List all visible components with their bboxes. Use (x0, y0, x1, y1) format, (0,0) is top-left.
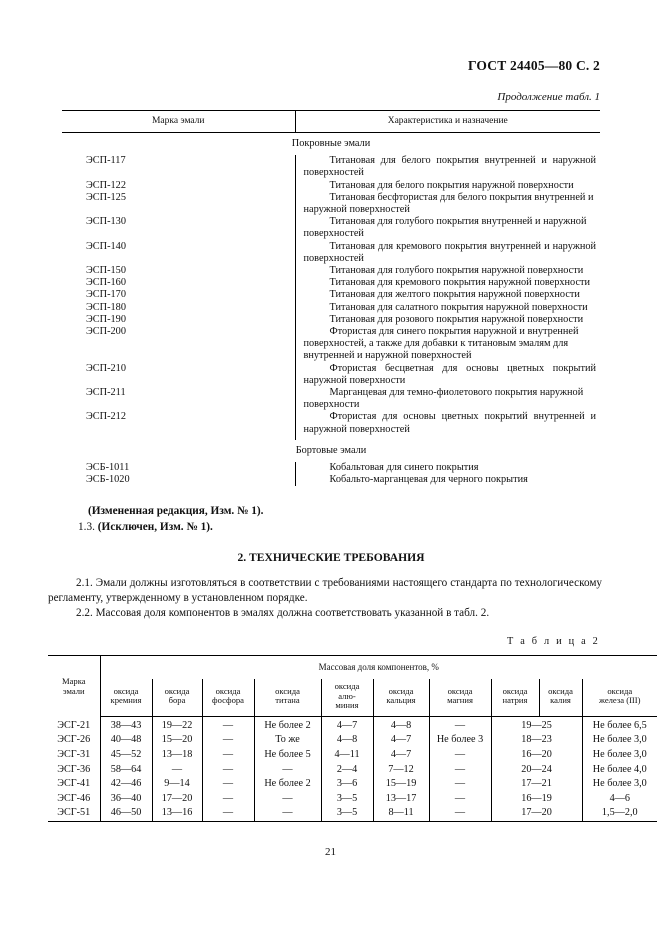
table2-cell-aluminium-oxide: 4—7 (321, 716, 373, 733)
table1-cell-mark: ЭСБ-1020 (86, 474, 130, 486)
table2-cell-mark: ЭСГ-36 (48, 763, 100, 778)
table2-subheader-line2: фосфора (212, 695, 244, 706)
table2-cell-calcium-oxide: 4—8 (373, 716, 429, 733)
table2-cell-phosphorus-oxide: — (202, 716, 254, 733)
table-2-label: Т а б л и ц а 2 (507, 636, 600, 647)
table1-cell-description: Марганцевая для темно-фиолетового покрытия наружной поверхности (295, 387, 600, 411)
table1-cell-mark: ЭСП-125 (86, 191, 126, 203)
paragraph-2-2: 2.2. Массовая доля компонентов в эмалях должна соответствовать указанной в табл. 2. (76, 607, 490, 619)
table1-cell-description: Фтористая для основы цветных покрытий внутренней и наружной поверхностей (295, 411, 600, 435)
table2-header-mark-line2: эмали (62, 686, 85, 697)
table2-cell-calcium-oxide: 8—11 (373, 806, 429, 821)
table2-cell-titanium-oxide: — (254, 763, 321, 778)
table2-subheader-line2: титана (275, 695, 300, 706)
table2-cell-silicon-oxide: 45—52 (100, 748, 152, 763)
table2-subheader-6 (429, 679, 491, 716)
table2-cell-silicon-oxide: 38—43 (100, 716, 152, 733)
table2-cell-phosphorus-oxide: — (202, 748, 254, 763)
table1-cell-description: Титановая для белого покрытия наружной поверхности (295, 180, 600, 192)
table2-subheader-3 (254, 679, 321, 716)
table-row (62, 265, 600, 277)
table1-cell-description: Титановая для белого покрытия внутренней и наружной поверхностей (295, 155, 600, 179)
table2-cell-iron-oxide: Не более 3,0 (582, 748, 657, 763)
table2-subheader-line2: бора (168, 695, 186, 706)
table2-cell-mark: ЭСГ-46 (48, 792, 100, 807)
table2-cell-boron-oxide: 19—22 (152, 716, 202, 733)
table2-cell-boron-oxide: — (152, 763, 202, 778)
table1-cell-mark: ЭСП-117 (86, 155, 126, 167)
table2-subheader-8 (539, 679, 582, 716)
table2-cell-aluminium-oxide: 3—5 (321, 806, 373, 821)
table-row (62, 241, 600, 265)
table1-cell-description: Фтористая для синего покрытия наружной и внутренней поверхностей, а также для добавки к титановым эмалям для внутренней и наружной поверхностей (295, 326, 600, 363)
table2-cell-magnesium-oxide: — (429, 763, 491, 778)
table-row (62, 474, 600, 486)
table2-subheader-line2: натрия (502, 695, 528, 706)
table2-subheader-7 (491, 679, 539, 716)
table2-cell-titanium-oxide: — (254, 792, 321, 807)
table2-subheader-0 (100, 679, 152, 716)
table1-cell-description: Фтористая бесцветная для основы цветных покрытий наружной поверхности (295, 363, 600, 387)
table2-subheader-line2: алю- (338, 690, 356, 701)
table2-subheader-line1: оксида (215, 685, 241, 696)
table2-cell-calcium-oxide: 4—7 (373, 733, 429, 748)
table2-subheader-line1: оксида (502, 685, 528, 696)
table2-subheader-line1: оксида (388, 685, 414, 696)
table2-subheader-line1: оксида (447, 685, 473, 696)
table-row (48, 733, 657, 748)
table-row (48, 716, 657, 733)
note-excluded-number: 1.3. (78, 521, 95, 533)
table2-cell-silicon-oxide: 46—50 (100, 806, 152, 821)
table2-cell-boron-oxide: 15—20 (152, 733, 202, 748)
document-header-standard-ref: ГОСТ 24405—80 С. 2 (467, 58, 600, 73)
table-row (48, 792, 657, 807)
table-2-component-mass-fraction (48, 655, 647, 822)
table1-cell-mark: ЭСП-210 (86, 362, 126, 374)
table2-cell-sodium-potassium-oxide: 16—20 (491, 748, 582, 763)
table2-subheader-1 (152, 679, 202, 716)
table2-subheader-line2: кремния (110, 695, 142, 706)
table-row (62, 180, 600, 192)
table-row (62, 302, 600, 314)
table2-cell-titanium-oxide: Не более 2 (254, 716, 321, 733)
table1-group-title-row (62, 133, 600, 156)
table1-header-mark: Марка эмали (62, 111, 295, 133)
table1-cell-description: Титановая бесфтористая для белого покрытия внутренней и наружной поверхностей (295, 192, 600, 216)
table2-subheader-9 (582, 679, 657, 716)
table-row (62, 289, 600, 301)
table2-cell-aluminium-oxide: 4—11 (321, 748, 373, 763)
table2-subheader-line1: оксида (334, 681, 360, 691)
table2-cell-iron-oxide: Не более 6,5 (582, 716, 657, 733)
table1-cell-description: Кобальто-марганцевая для черного покрытия (295, 474, 600, 486)
paragraph-2-1: 2.1. Эмали должны изготовляться в соответствии с требованиями настоящего стандарта по технологическому регламенту, утвержденному в установленном порядке. (48, 577, 602, 604)
table1-group-title-row (62, 440, 600, 462)
table-row (62, 314, 600, 326)
table1-cell-mark: ЭСП-150 (86, 265, 126, 277)
table1-group-title: Бортовые эмали (295, 444, 367, 456)
table2-subheader-line1: оксида (113, 685, 139, 696)
table2-cell-sodium-potassium-oxide: 19—25 (491, 716, 582, 733)
table2-cell-magnesium-oxide: — (429, 748, 491, 763)
table2-cell-boron-oxide: 13—18 (152, 748, 202, 763)
table-row (48, 777, 657, 792)
table2-cell-boron-oxide: 13—16 (152, 806, 202, 821)
table2-cell-magnesium-oxide: — (429, 792, 491, 807)
table2-cell-sodium-potassium-oxide: 18—23 (491, 733, 582, 748)
table2-cell-iron-oxide: Не более 4,0 (582, 763, 657, 778)
table1-cell-mark: ЭСБ-1011 (86, 462, 130, 474)
table2-cell-sodium-potassium-oxide: 16—19 (491, 792, 582, 807)
table2-header-span-mass-fraction: Массовая доля компонентов, % (100, 656, 657, 680)
table-row (62, 277, 600, 289)
table2-cell-calcium-oxide: 15—19 (373, 777, 429, 792)
table2-subheader-line1: оксида (548, 685, 573, 696)
table2-cell-titanium-oxide: Не более 2 (254, 777, 321, 792)
table2-subheader-line1: оксида (607, 685, 633, 696)
table2-cell-iron-oxide: 1,5—2,0 (582, 806, 657, 821)
table2-cell-iron-oxide: 4—6 (582, 792, 657, 807)
note-excluded-text: (Исключен, Изм. № 1). (97, 521, 213, 533)
table2-cell-aluminium-oxide: 3—6 (321, 777, 373, 792)
table1-cell-description: Титановая для желтого покрытия наружной поверхности (295, 289, 600, 301)
table2-subheader-line1: оксида (275, 685, 300, 696)
table1-cell-mark: ЭСП-180 (86, 301, 126, 313)
table2-cell-silicon-oxide: 36—40 (100, 792, 152, 807)
table-row (62, 155, 600, 179)
table2-cell-calcium-oxide: 13—17 (373, 792, 429, 807)
table2-header-mark (48, 656, 100, 717)
table2-cell-sodium-potassium-oxide: 17—20 (491, 806, 582, 821)
table2-cell-titanium-oxide: Не более 5 (254, 748, 321, 763)
table1-cell-description: Титановая для салатного покрытия наружной поверхности (295, 302, 600, 314)
note-excluded-clause (78, 521, 213, 533)
table-1-enamel-grades (62, 110, 600, 486)
table2-cell-mark: ЭСГ-21 (48, 716, 100, 733)
table1-cell-mark: ЭСП-211 (86, 387, 126, 399)
table2-cell-phosphorus-oxide: — (202, 777, 254, 792)
table-row (62, 411, 600, 435)
table-row (48, 748, 657, 763)
table2-cell-aluminium-oxide: 3—5 (321, 792, 373, 807)
table2-cell-silicon-oxide: 40—48 (100, 733, 152, 748)
table2-cell-phosphorus-oxide: — (202, 733, 254, 748)
table1-cell-mark: ЭСП-212 (86, 411, 126, 423)
table2-cell-magnesium-oxide: Не более 3 (429, 733, 491, 748)
table2-cell-aluminium-oxide: 4—8 (321, 733, 373, 748)
table-row (62, 216, 600, 240)
table2-cell-iron-oxide: Не более 3,0 (582, 733, 657, 748)
table2-cell-calcium-oxide: 4—7 (373, 748, 429, 763)
table2-cell-magnesium-oxide: — (429, 777, 491, 792)
table2-subheader-line3: миния (335, 700, 359, 711)
table2-subheader-5 (373, 679, 429, 716)
table-row (48, 806, 657, 821)
table2-cell-magnesium-oxide: — (429, 806, 491, 821)
table2-subheader-line2: кальция (386, 695, 416, 706)
table2-cell-boron-oxide: 17—20 (152, 792, 202, 807)
table2-cell-aluminium-oxide: 2—4 (321, 763, 373, 778)
table1-header-characteristic: Характеристика и назначение (295, 111, 600, 133)
table2-cell-silicon-oxide: 58—64 (100, 763, 152, 778)
table2-subheader-4 (321, 679, 373, 716)
table1-cell-mark: ЭСП-122 (86, 179, 126, 191)
table-row (62, 326, 600, 363)
table2-cell-titanium-oxide: — (254, 806, 321, 821)
table2-cell-mark: ЭСГ-51 (48, 806, 100, 821)
table1-cell-description: Титановая для голубого покрытия внутренней и наружной поверхностей (295, 216, 600, 240)
table2-cell-titanium-oxide: То же (254, 733, 321, 748)
table1-cell-mark: ЭСП-130 (86, 216, 126, 228)
table2-cell-iron-oxide: Не более 3,0 (582, 777, 657, 792)
table2-subheader-line1: оксида (164, 685, 190, 696)
table-row (62, 462, 600, 474)
table2-header-mark-line1: Марка (61, 676, 86, 687)
table1-cell-description: Титановая для розового покрытия наружной поверхности (295, 314, 600, 326)
table-row (62, 363, 600, 387)
table1-cell-mark: ЭСП-190 (86, 313, 126, 325)
table1-cell-mark: ЭСП-160 (86, 277, 126, 289)
table2-subheader-2 (202, 679, 254, 716)
table2-cell-mark: ЭСГ-31 (48, 748, 100, 763)
table2-cell-silicon-oxide: 42—46 (100, 777, 152, 792)
table1-group-title: Покровные эмали (291, 138, 371, 149)
table-row (62, 387, 600, 411)
note-revised-edition: (Измененная редакция, Изм. № 1). (88, 505, 264, 517)
page-number: 21 (325, 846, 336, 858)
table1-cell-description: Титановая для кремового покрытия внутренней и наружной поверхностей (295, 241, 600, 265)
table1-cell-mark: ЭСП-170 (86, 289, 126, 301)
table1-cell-description: Титановая для голубого покрытия наружной поверхности (295, 265, 600, 277)
table-row (48, 763, 657, 778)
table2-cell-phosphorus-oxide: — (202, 792, 254, 807)
table2-cell-boron-oxide: 9—14 (152, 777, 202, 792)
table1-cell-mark: ЭСП-200 (86, 326, 126, 338)
table2-cell-mark: ЭСГ-26 (48, 733, 100, 748)
table2-cell-calcium-oxide: 7—12 (373, 763, 429, 778)
table2-subheader-line2: магния (447, 695, 473, 706)
table-row (62, 192, 600, 216)
table2-cell-phosphorus-oxide: — (202, 763, 254, 778)
table2-subheader-line2: калия (550, 695, 571, 706)
table1-cell-description: Кобальтовая для синего покрытия (295, 462, 600, 474)
section-title-technical-requirements: 2. ТЕХНИЧЕСКИЕ ТРЕБОВАНИЯ (237, 551, 425, 564)
table2-cell-phosphorus-oxide: — (202, 806, 254, 821)
table1-cell-description: Титановая для кремового покрытия наружной поверхности (295, 277, 600, 289)
table1-continuation-label: Продолжение табл. 1 (497, 91, 600, 103)
table2-subheader-line2: железа (III) (599, 695, 641, 706)
table2-cell-sodium-potassium-oxide: 17—21 (491, 777, 582, 792)
table2-cell-magnesium-oxide: — (429, 716, 491, 733)
table1-cell-mark: ЭСП-140 (86, 240, 126, 252)
table2-cell-mark: ЭСГ-41 (48, 777, 100, 792)
table2-cell-sodium-potassium-oxide: 20—24 (491, 763, 582, 778)
